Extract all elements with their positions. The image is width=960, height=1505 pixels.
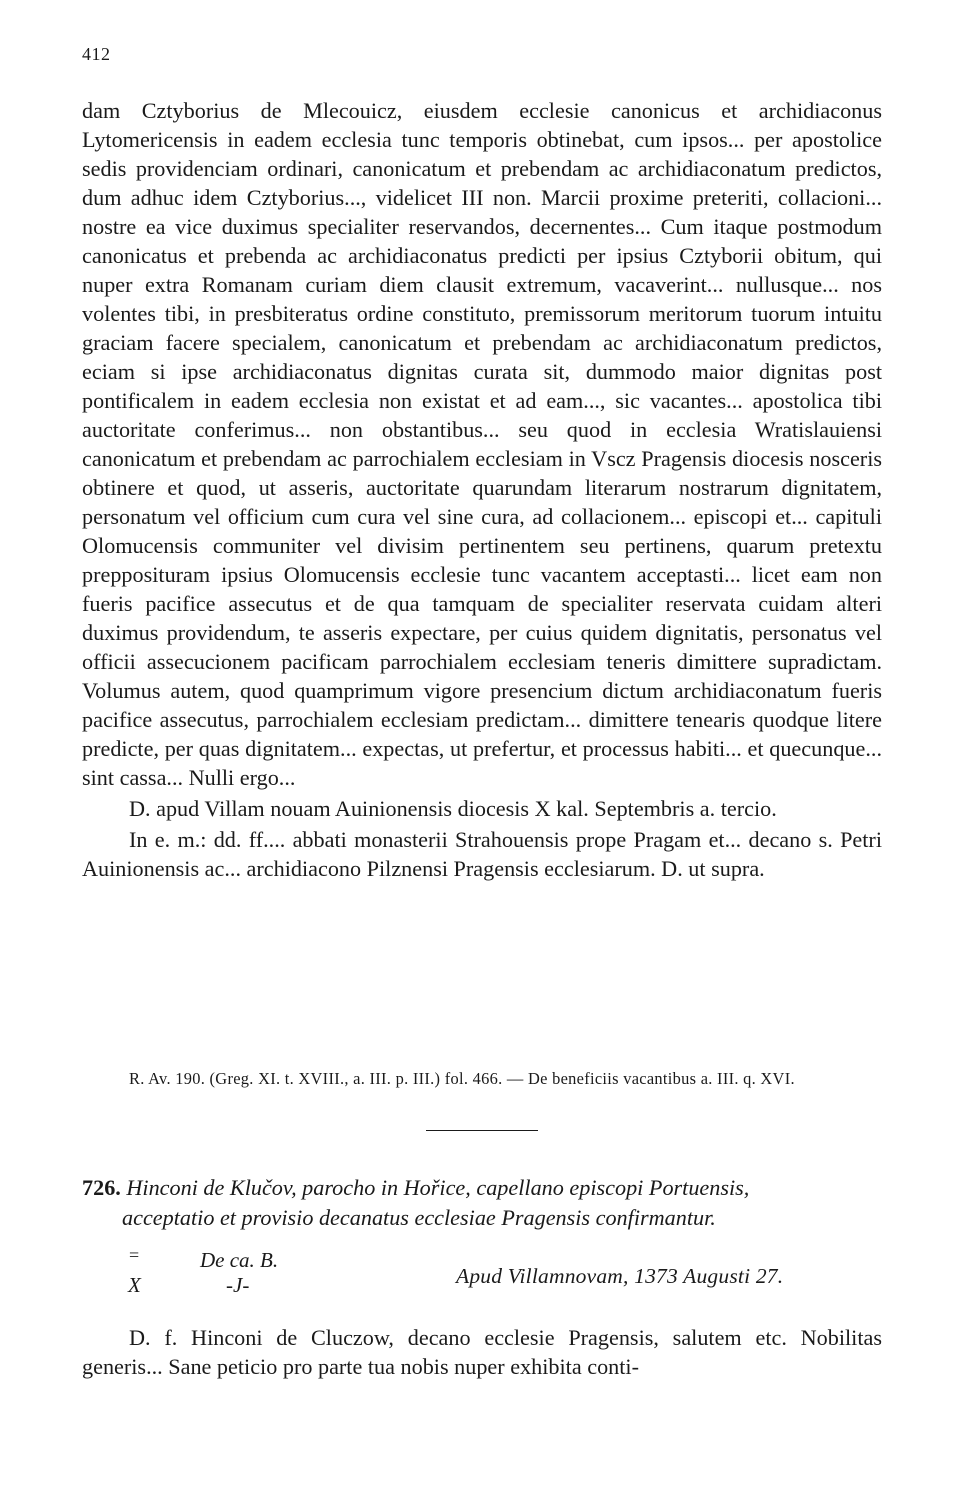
- main-text: [82, 96, 882, 883]
- paragraph-dating-clause: D. apud Villam nouam Auinionensis diocesis X kal. Septembris a. tercio.: [129, 796, 777, 821]
- entry-title-line-2: acceptatio et provisio decanatus ecclesiae Pragensis confirmantur.: [122, 1205, 716, 1230]
- section-divider: [426, 1130, 538, 1131]
- paragraph-executors: In e. m.: dd. ff.... abbati monasterii Strahouensis prope Pragam et... decano s. Petri Auinionensis ac... archidiacono Pilznensi Pragensis ecclesiarum. D. ut supra.: [82, 827, 882, 881]
- source-reference: [82, 1068, 882, 1089]
- entry-number: 726.: [82, 1175, 121, 1200]
- paragraph-letter-text: dam Cztyborius de Mlecouicz, eiusdem ecclesie canonicus et archidiaconus Lytomericensis in eadem ecclesia tunc temporis obtinebat, cum ipsos... per apostolice sedis providenciam ordinari, canonicatum et prebendam ac archidiaconatum predictos, dum adhuc idem Cztyborius..., videlicet III non. Marcii proxime preteriti, collacioni... nostre ea vice duximus specialiter reservandos, decernentes... Cum itaque postmodum canonicatus et prebenda ac archidiaconatus predicti per ipsius Cztyborii obitum, qui nuper extra Romanam curiam diem clausit extremum, vacaverint... nullusque... nos volentes tibi, in presbiteratus ordine constituto, premissorum meritorum tuorum intuitu graciam facere specialem, canonicatum et prebendam ac archidiaconatum predictos, eciam si ipse archidiaconatus dignitas curata sit, dummodo maior dignitas post pontificalem in eadem ecclesia non existat et ad eam..., sic vacantes... apostolica tibi auctoritate conferimus... non obstantibus... seu quod in ecclesia Wratislauiensi canonicatum et prebendam ac parrochialem ecclesiam in Vscz Pragensis diocesis nosceris obtinere et quod, ut asseris, auctoritate quarundam literarum nostrarum dignitatem, personatum vel officium cum cura vel sine cura, ad collacionem... episcopi et... capituli Olomucensis communiter vel divisim pertinentem seu pertinens, quarum pretextu prepposituram ipsius Olomucensis ecclesie tunc vacantem acceptasti... licet eam non fueris pacifice assecutus et de qua tamquam de specialiter reservata cuidam alteri duximus providendum, te asseris expectare, per cuius quidem dignitatis, personatus vel officii assecucionem pacificam parrochialem ecclesiam teneris dimittere supradictam. Volumus autem, quod quamprimum vigore presencium dictum archidiaconatum fueris pacifice assecutus, parrochialem ecclesiam predictam... dimittere tenearis quodque litere predicte, per quas dignitatem... expectas, ut prefertur, et processus habiti... et quecunque... sint cassa... Nulli ergo...: [82, 98, 882, 790]
- entry-body: [82, 1323, 882, 1381]
- office-note-line-1: De ca. B.: [200, 1248, 279, 1272]
- entry-body-paragraph: D. f. Hinconi de Cluczow, decano ecclesie Pragensis, salutem etc. Nobilitas generis... Sane peticio pro parte tua nobis nuper exhibita conti-: [82, 1325, 882, 1379]
- entry-heading: [82, 1173, 892, 1233]
- registry-mark-top: =: [129, 1245, 140, 1265]
- entry-dateline: Apud Villamnovam, 1373 Augusti 27.: [456, 1264, 784, 1288]
- page-number: 412: [82, 44, 111, 64]
- entry-title-line-1: Hinconi de Klučov, parocho in Hořice, capellano episcopi Portuensis,: [126, 1175, 750, 1200]
- registry-mark-x: X: [128, 1273, 141, 1297]
- office-note-line-2: -J-: [226, 1273, 250, 1297]
- entry-title: [82, 1175, 892, 1233]
- source-reference-text: R. Av. 190. (Greg. XI. t. XVIII., a. III. p. III.) fol. 466. — De beneficiis vacantibus a. III. q. XVI.: [129, 1069, 795, 1088]
